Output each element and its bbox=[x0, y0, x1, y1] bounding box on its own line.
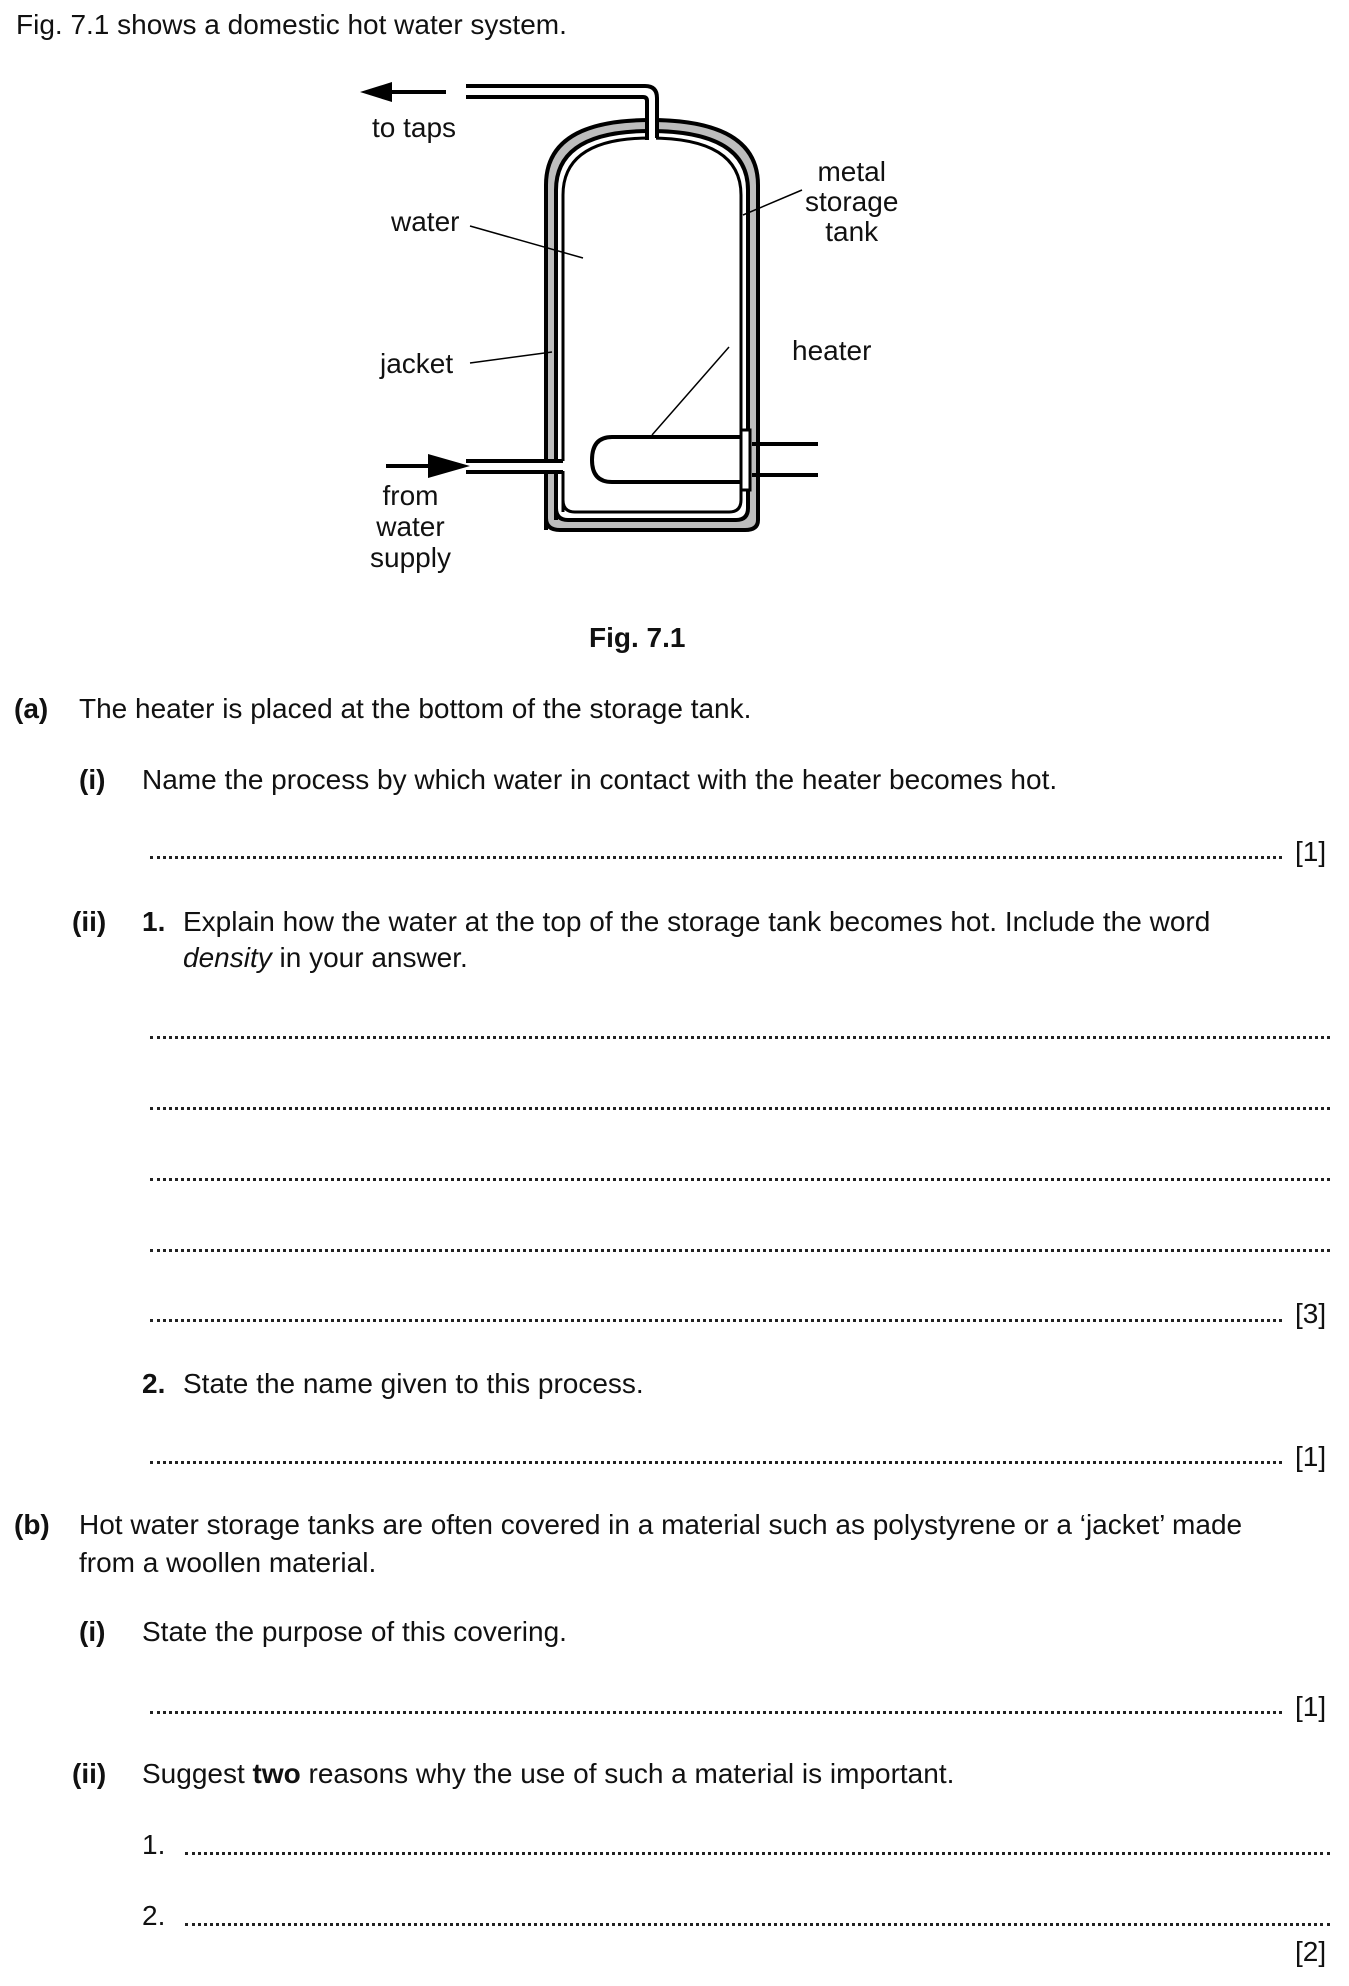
answer-2-num: 2. bbox=[142, 1900, 166, 1931]
text-rest: in your answer. bbox=[271, 942, 468, 973]
label-metal: metal bbox=[817, 156, 886, 187]
label-jacket: jacket bbox=[380, 348, 454, 379]
part-a-ii-1-text-line1: Explain how the water at the top of the storage tank becomes hot. Include the word bbox=[183, 906, 1211, 937]
part-b-ii-text bbox=[142, 1757, 954, 1791]
hot-water-system-diagram bbox=[0, 0, 1349, 600]
marks-a-ii-1: [3] bbox=[1295, 1298, 1327, 1329]
marks-a-i: [1] bbox=[1295, 836, 1327, 867]
marks-b-i: [1] bbox=[1295, 1691, 1327, 1722]
part-b-i-text: State the purpose of this covering. bbox=[142, 1616, 567, 1647]
answer-line-a-ii-1-2[interactable] bbox=[150, 1103, 1330, 1110]
label-storage: storage bbox=[805, 186, 899, 217]
part-b-text-line1: Hot water storage tanks are often covered in a material such as polystyrene or a ‘jacket’ made bbox=[79, 1509, 1243, 1540]
arrow-left-icon bbox=[360, 82, 446, 102]
label-from: from bbox=[382, 480, 439, 511]
answer-line-a-ii-1-4[interactable] bbox=[150, 1245, 1330, 1252]
answer-line-b-ii-1[interactable] bbox=[185, 1848, 1330, 1855]
label-heater: heater bbox=[792, 335, 872, 366]
figure-caption: Fig. 7.1 bbox=[589, 622, 686, 653]
part-b-ii-label: (ii) bbox=[72, 1758, 107, 1789]
label-metal-storage-tank bbox=[805, 157, 898, 247]
answer-line-a-ii-1-3[interactable] bbox=[150, 1174, 1330, 1181]
part-b-label: (b) bbox=[14, 1509, 50, 1540]
part-a-i-text: Name the process by which water in contact with the heater becomes hot. bbox=[142, 764, 1058, 795]
label-tank: tank bbox=[825, 216, 879, 247]
answer-line-a-ii-2[interactable] bbox=[150, 1457, 1282, 1464]
answer-line-a-ii-1-1[interactable] bbox=[150, 1032, 1330, 1039]
marks-b-ii: [2] bbox=[1295, 1936, 1327, 1967]
label-water-2: water bbox=[376, 511, 445, 542]
answer-line-b-i[interactable] bbox=[150, 1707, 1282, 1714]
answer-line-b-ii-2[interactable] bbox=[185, 1919, 1330, 1926]
intro-text: Fig. 7.1 shows a domestic hot water system. bbox=[16, 9, 567, 40]
heater-element bbox=[592, 437, 740, 482]
answer-line-a-i[interactable] bbox=[150, 852, 1282, 859]
marks-a-ii-2: [1] bbox=[1295, 1441, 1327, 1472]
label-water: water bbox=[391, 206, 460, 237]
part-a-i-label: (i) bbox=[79, 764, 106, 795]
text-post: reasons why the use of such a material is important. bbox=[300, 1758, 955, 1789]
arrow-right-icon bbox=[386, 454, 470, 478]
label-from-water-supply bbox=[370, 480, 451, 573]
bold-two: two bbox=[252, 1758, 301, 1789]
text-pre: Suggest bbox=[142, 1758, 253, 1789]
heater-flange bbox=[741, 430, 750, 490]
answer-line-a-ii-1-5[interactable] bbox=[150, 1315, 1282, 1322]
label-supply: supply bbox=[370, 542, 451, 573]
italic-density: density bbox=[183, 942, 272, 973]
label-to-taps: to taps bbox=[372, 112, 457, 143]
part-a-ii-1-num: 1. bbox=[142, 906, 166, 937]
part-a-ii-label: (ii) bbox=[72, 906, 107, 937]
part-a-text: The heater is placed at the bottom of the storage tank. bbox=[79, 693, 752, 724]
part-a-ii-2-text: State the name given to this process. bbox=[183, 1368, 644, 1399]
part-a-label: (a) bbox=[14, 693, 49, 724]
part-b-i-label: (i) bbox=[79, 1616, 106, 1647]
part-b-text-line2: from a woollen material. bbox=[79, 1547, 377, 1578]
part-a-ii-2-num: 2. bbox=[142, 1368, 166, 1399]
part-a-ii-1-text-line2 bbox=[183, 941, 468, 975]
answer-1-num: 1. bbox=[142, 1829, 166, 1860]
